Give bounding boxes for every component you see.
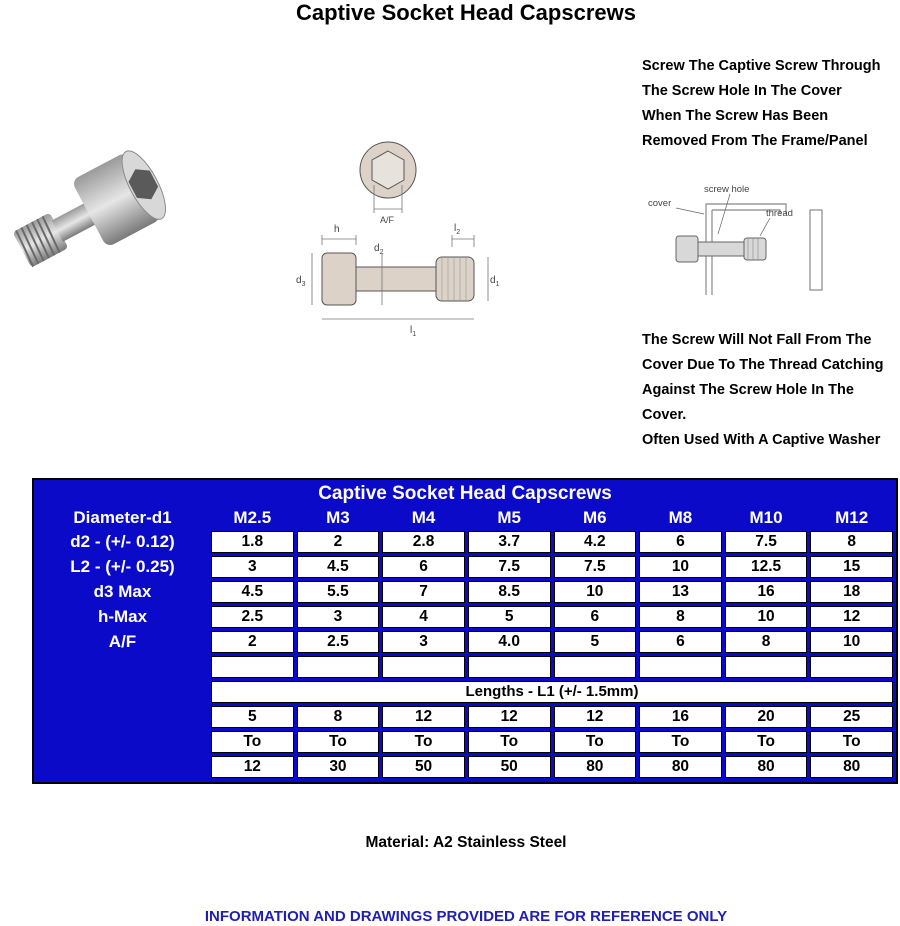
table-cell: 6 xyxy=(382,556,465,578)
d3-label: $d_3$ xyxy=(296,275,306,288)
header-label: Diameter-d1 xyxy=(37,508,208,528)
size-header: M10 xyxy=(725,508,808,528)
size-header: M3 xyxy=(297,508,380,528)
table-cell: 80 xyxy=(810,756,893,778)
table-cell: 5 xyxy=(211,706,294,728)
table-cell: 7 xyxy=(382,581,465,603)
table-row xyxy=(37,556,893,578)
table-cell: 7.5 xyxy=(725,531,808,553)
d1-label: $d_1$ xyxy=(490,275,500,288)
table-cell: 80 xyxy=(554,756,637,778)
row-label: d2 - (+/- 0.12) xyxy=(37,531,208,553)
table-cell: To xyxy=(810,731,893,753)
table-cell xyxy=(211,656,294,678)
table-cell: 8.5 xyxy=(468,581,551,603)
table-row xyxy=(37,531,893,553)
table-cell: To xyxy=(725,731,808,753)
installation-note: Screw The Captive Screw Through The Screw Hole In The Cover When The Screw Has Been Removed From The Frame/Panel xyxy=(642,58,881,149)
table-cell: 3 xyxy=(211,556,294,578)
table-cell: 8 xyxy=(639,606,722,628)
captive-note: The Screw Will Not Fall From The Cover Due To The Thread Catching Against The Screw Hole In The Cover. Often Used With A Captive Washer xyxy=(642,332,884,448)
table-cell: 3 xyxy=(297,606,380,628)
table-cell: 4.0 xyxy=(468,631,551,653)
table-row xyxy=(37,581,893,603)
size-header: M8 xyxy=(639,508,722,528)
table-row xyxy=(37,631,893,653)
table-cell: 8 xyxy=(297,706,380,728)
table-cell: 5 xyxy=(554,631,637,653)
table-cell: 6 xyxy=(639,631,722,653)
l2-label: $l_2$ xyxy=(454,223,461,236)
table-header-row xyxy=(37,508,893,528)
table-cell: 3 xyxy=(382,631,465,653)
lengths-header-row xyxy=(37,681,893,703)
row-label: A/F xyxy=(37,631,208,653)
table-cell: 2.8 xyxy=(382,531,465,553)
table-cell: 2.5 xyxy=(211,606,294,628)
captive-illustration xyxy=(646,180,836,300)
table-cell: 12 xyxy=(468,706,551,728)
size-header: M5 xyxy=(468,508,551,528)
lengths-title: Lengths - L1 (+/- 1.5mm) xyxy=(211,681,893,703)
table-row xyxy=(37,606,893,628)
row-label: h-Max xyxy=(37,606,208,628)
page-title: Captive Socket Head Capscrews xyxy=(296,0,636,25)
table-cell: 10 xyxy=(554,581,637,603)
l1-label: $l_1$ xyxy=(410,325,417,338)
table-cell: 50 xyxy=(382,756,465,778)
table-cell: 30 xyxy=(297,756,380,778)
table-cell: 7.5 xyxy=(468,556,551,578)
material-note: Material: A2 Stainless Steel xyxy=(365,834,567,851)
table-cell: To xyxy=(639,731,722,753)
table-cell: 12 xyxy=(554,706,637,728)
table-cell xyxy=(810,656,893,678)
table-cell: 2.5 xyxy=(297,631,380,653)
table-cell: 12.5 xyxy=(725,556,808,578)
row-label: L2 - (+/- 0.25) xyxy=(37,556,208,578)
spec-table xyxy=(32,478,898,784)
table-cell: 18 xyxy=(810,581,893,603)
table-cell: 3.7 xyxy=(468,531,551,553)
table-cell: To xyxy=(297,731,380,753)
size-header: M12 xyxy=(810,508,893,528)
table-cell: 2 xyxy=(211,631,294,653)
table-cell: 12 xyxy=(810,606,893,628)
table-cell xyxy=(639,656,722,678)
table-cell: 4.5 xyxy=(297,556,380,578)
table-cell: 5.5 xyxy=(297,581,380,603)
table-cell: To xyxy=(382,731,465,753)
table-cell: 20 xyxy=(725,706,808,728)
table-cell: 16 xyxy=(639,706,722,728)
screw-hole-label: screw hole xyxy=(704,184,750,195)
table-row-empty xyxy=(37,656,893,678)
h-label: h xyxy=(334,224,340,235)
d2-label: $d_2$ xyxy=(374,243,384,256)
size-header: M2.5 xyxy=(211,508,294,528)
thread-label: thread xyxy=(766,208,793,219)
table-caption: Captive Socket Head Capscrews xyxy=(318,483,612,504)
table-cell: 8 xyxy=(725,631,808,653)
table-cell xyxy=(382,656,465,678)
dimension-diagram xyxy=(290,135,500,340)
table-cell xyxy=(297,656,380,678)
row-label: d3 Max xyxy=(37,581,208,603)
table-cell: 80 xyxy=(639,756,722,778)
table-cell: 4 xyxy=(382,606,465,628)
table-cell: To xyxy=(211,731,294,753)
table-cell: 4.5 xyxy=(211,581,294,603)
size-header: M4 xyxy=(382,508,465,528)
table-cell xyxy=(554,656,637,678)
table-cell: 25 xyxy=(810,706,893,728)
capscrew-photo xyxy=(0,118,170,308)
cover-label: cover xyxy=(648,198,672,209)
table-cell: 80 xyxy=(725,756,808,778)
table-cell: 10 xyxy=(639,556,722,578)
af-label: A/F xyxy=(380,215,395,225)
table-cell: 50 xyxy=(468,756,551,778)
table-cell: 8 xyxy=(810,531,893,553)
table-cell: 6 xyxy=(639,531,722,553)
table-cell xyxy=(725,656,808,678)
table-cell: 5 xyxy=(468,606,551,628)
table-cell: To xyxy=(554,731,637,753)
table-cell xyxy=(468,656,551,678)
table-cell: 16 xyxy=(725,581,808,603)
table-cell: To xyxy=(468,731,551,753)
table-cell: 13 xyxy=(639,581,722,603)
size-header: M6 xyxy=(554,508,637,528)
table-cell: 10 xyxy=(725,606,808,628)
table-cell: 6 xyxy=(554,606,637,628)
disclaimer: INFORMATION AND DRAWINGS PROVIDED ARE FOR REFERENCE ONLY xyxy=(204,908,728,925)
table-cell: 4.2 xyxy=(554,531,637,553)
table-cell: 12 xyxy=(382,706,465,728)
table-cell: 15 xyxy=(810,556,893,578)
table-cell: 7.5 xyxy=(554,556,637,578)
table-cell: 12 xyxy=(211,756,294,778)
table-cell: 10 xyxy=(810,631,893,653)
table-cell: 1.8 xyxy=(211,531,294,553)
table-cell: 2 xyxy=(297,531,380,553)
